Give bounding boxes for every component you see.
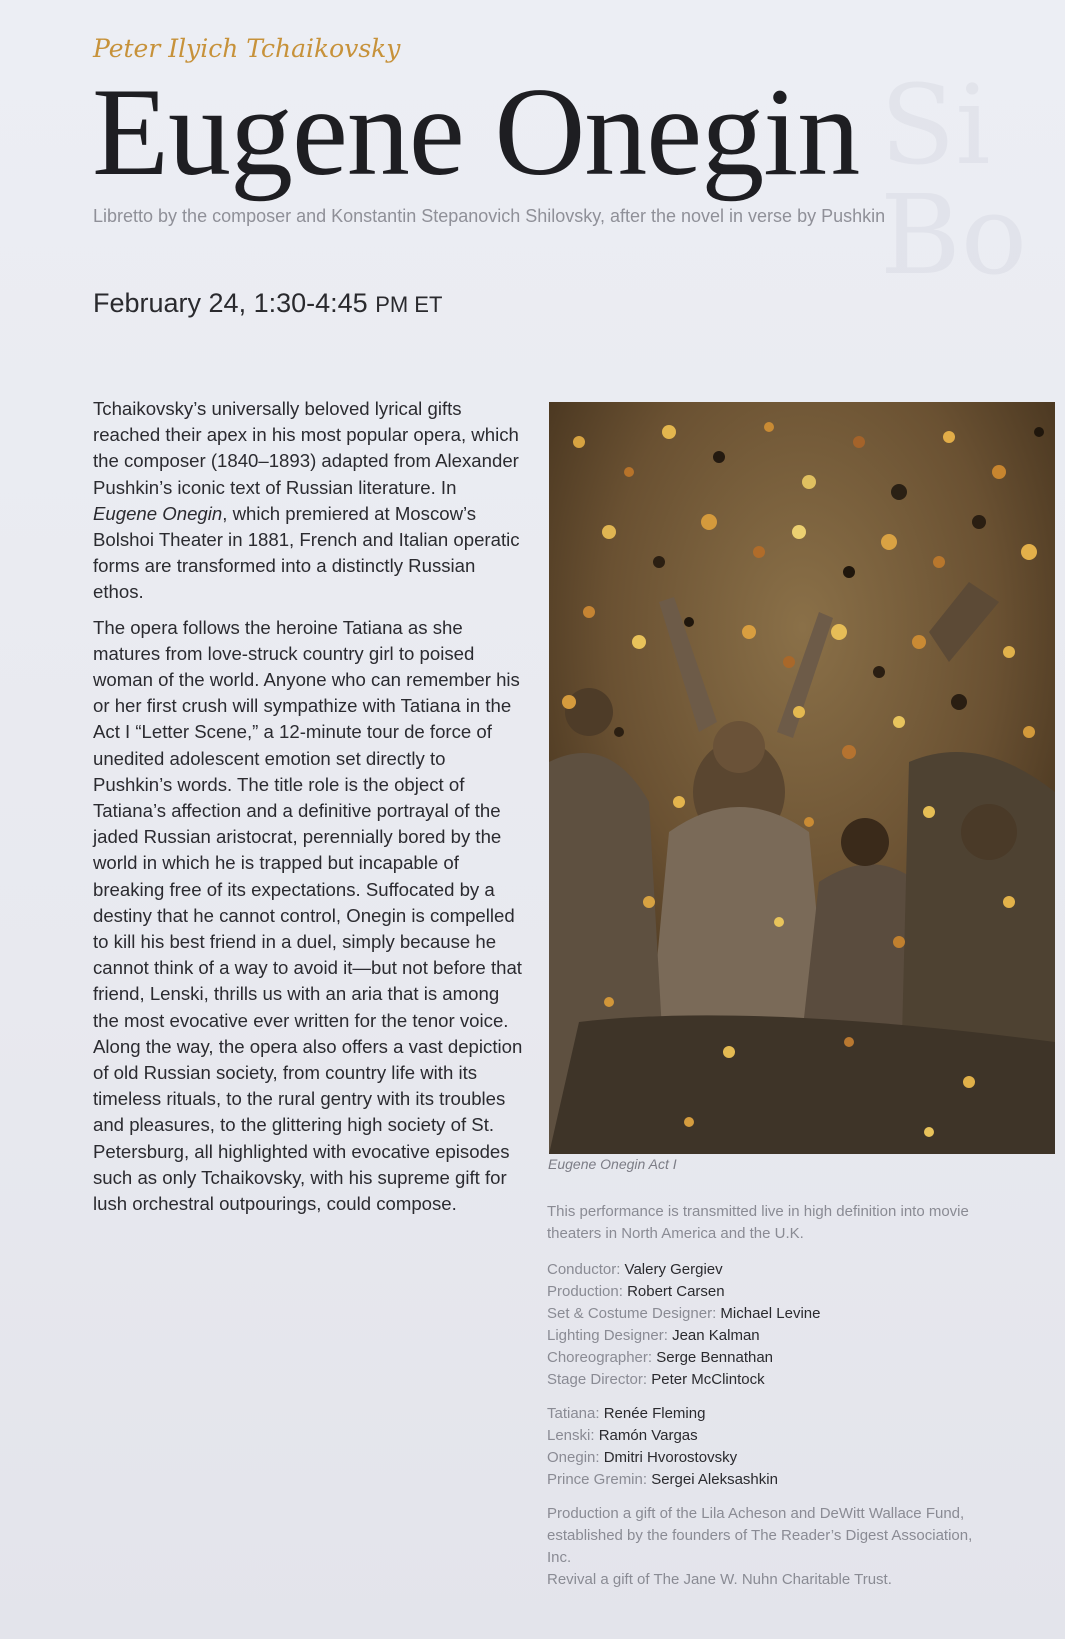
cast-role: Tatiana:	[547, 1405, 600, 1422]
credit-role: Lighting Designer:	[547, 1327, 668, 1344]
composer-name: Peter Ilyich Tchaikovsky	[93, 34, 401, 63]
bleed-through-text: Si Bo	[880, 61, 1028, 299]
libretto-credit: Libretto by the composer and Konstantin Stepanovich Shilovsky, after the novel in verse by Pushkin	[93, 206, 886, 226]
opera-title: Eugene Onegin	[92, 63, 860, 202]
cast-list	[547, 1403, 987, 1491]
credit-role: Production:	[547, 1283, 623, 1300]
cast-row	[547, 1469, 987, 1491]
performance-date	[93, 288, 442, 319]
cast-name: Renée Fleming	[603, 1405, 706, 1422]
synopsis-paragraph-2: The opera follows the heroine Tatiana as she matures from love-struck country girl to poised woman of the world. Anyone who can remember his or her first crush will sympathize with Tatiana in the Act I “Letter Scene,” a 12-minute tour de force of unedited adolescent emotion set directly to Pushkin’s words. The title role is the object of Tatiana’s affection and a definitive portrayal of the jaded Russian aristocrat, perennially bored by the world in which he is trapped but incapable of breaking free of its expectations. Suffocated by a destiny that he cannot control, Onegin is compelled to kill his best friend in a duel, simply because he cannot think of a way to avoid it—but not before that friend, Lenski, thrills us with an aria that is among the most evocative ever written for the tenor voice. Along the way, the opera also offers a vast depiction of old Russian society, from country life with its timeless rituals, to the rural gentry with its troubles and pleasures, to the glittering high society of St. Petersburg, all highlighted with evocative episodes such as only Tchaikovsky, with his supreme gift for lush orchestral outpourings, could compose.	[93, 616, 523, 1215]
credit-role: Conductor:	[547, 1261, 621, 1278]
credit-row	[547, 1325, 987, 1347]
credit-name: Serge Bennathan	[656, 1349, 774, 1366]
cast-row	[547, 1425, 987, 1447]
credit-row	[547, 1281, 987, 1303]
credit-name: Robert Carsen	[627, 1283, 725, 1300]
credit-role: Choreographer:	[547, 1349, 653, 1366]
photo-illustration	[549, 402, 1055, 1154]
synopsis-text: Tchaikovsky’s universally beloved lyrical gifts reached their apex in his most popular opera, which the composer (1840–1893) adapted from Alexander Pushkin’s iconic text of Russian literature. In	[93, 398, 519, 498]
cast-name: Dmitri Hvorostovsky	[603, 1449, 738, 1466]
cast-role: Onegin:	[547, 1449, 600, 1466]
production-info	[547, 1201, 987, 1591]
credit-name: Michael Levine	[720, 1305, 821, 1322]
credit-row	[547, 1259, 987, 1281]
credit-role: Stage Director:	[547, 1371, 648, 1388]
cast-name: Ramón Vargas	[598, 1427, 698, 1444]
creative-team	[547, 1259, 987, 1391]
credit-row	[547, 1303, 987, 1325]
credit-name: Jean Kalman	[672, 1327, 760, 1344]
credit-row	[547, 1347, 987, 1369]
credit-name: Valery Gergiev	[624, 1261, 723, 1278]
synopsis-text: , which premiered at Moscow’s Bolshoi Theater in 1881, French and Italian operatic forms are transformed into a distinctly Russian ethos.	[93, 502, 520, 603]
credit-row	[547, 1369, 987, 1391]
synopsis-paragraph-1	[93, 396, 523, 606]
production-photo	[549, 402, 1055, 1154]
cast-row	[547, 1447, 987, 1469]
cast-name: Sergei Aleksashkin	[651, 1471, 778, 1488]
time-suffix: PM ET	[375, 292, 443, 317]
cast-row	[547, 1403, 987, 1425]
cast-role: Prince Gremin:	[547, 1471, 648, 1488]
credit-role: Set & Costume Designer:	[547, 1305, 717, 1322]
date-time: February 24, 1:30-4:45	[93, 288, 368, 318]
photo-caption: Eugene Onegin Act I	[548, 1156, 677, 1172]
cast-role: Lenski:	[547, 1427, 595, 1444]
credit-name: Peter McClintock	[651, 1371, 765, 1388]
revival-note: Revival a gift of The Jane W. Nuhn Charitable Trust.	[547, 1571, 892, 1588]
opera-title-inline: Eugene Onegin	[93, 502, 223, 524]
synopsis	[93, 396, 523, 1226]
funding-note: Production a gift of the Lila Acheson and DeWitt Wallace Fund, established by the founders of The Reader’s Digest Association, Inc.	[547, 1505, 973, 1566]
transmission-note: This performance is transmitted live in high definition into movie theaters in North America and the U.K.	[547, 1203, 969, 1242]
